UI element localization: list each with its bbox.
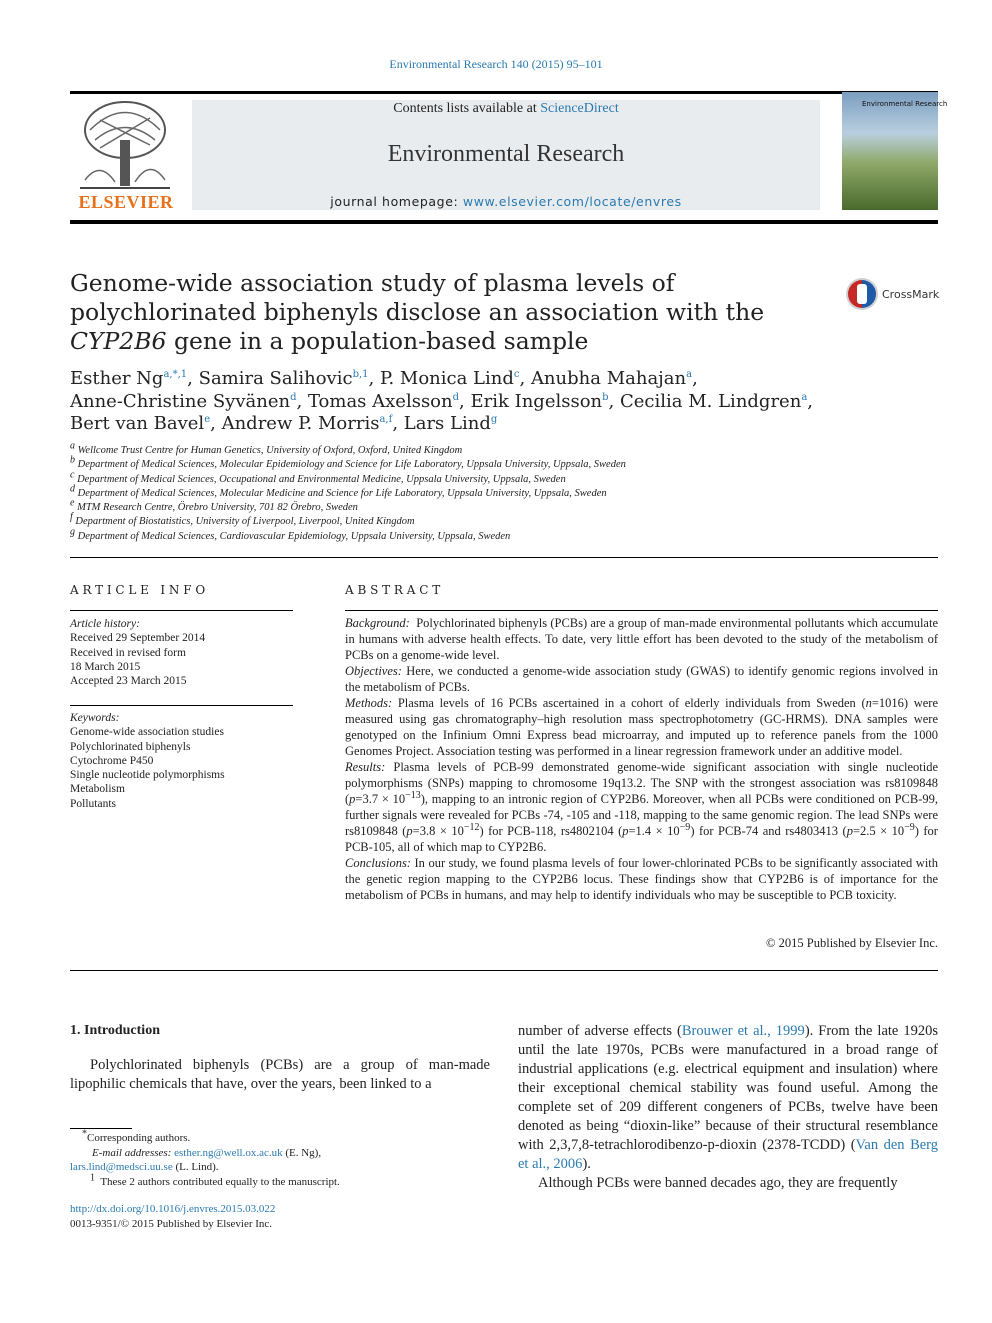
corresponding-note: *Corresponding authors. [82,1128,191,1144]
author[interactable]: Lars Lind$^g$ [403,413,498,434]
affiliation: $^c$ Department of Medical Sciences, Occupational and Environmental Medicine, Uppsala University, Uppsala, Sweden [70,469,566,485]
affiliation: $^e$ MTM Research Centre, Örebro University, 701 82 Örebro, Sweden [70,497,358,514]
issn-line: 0013-9351/© 2015 Published by Elsevier Inc. [70,1218,273,1230]
doi-block [70,1202,275,1232]
header-top-rule [70,91,938,94]
homepage-label: journal homepage: [330,194,463,209]
journal-citation [0,57,992,72]
keyword: Metabolism [70,783,125,796]
crossmark-label: CrossMark [882,288,940,301]
author[interactable]: Esther $Ng^{a,*,1}$, [70,368,199,389]
author[interactable]: Samira Salihovic$^{b,1}$, [198,368,380,389]
affiliation: $^g$ Department of Medical Sciences, Cardiovascular Epidemiology, Uppsala University, Uppsala, Sweden [70,526,511,542]
title-part-1: Genome-wide association study of plasma levels of polychlorinated biphenyls disclose an association with the [70,269,765,326]
sciencedirect-link[interactable]: ScienceDirect [540,101,619,116]
footnotes [70,1128,490,1189]
abstract-background: Background: Polychlorinated biphenyls (PCBs) are a group of man-made environmental pollutants which accumulate in humans with adverse health effects. To date, very little effort has been devoted to the study of the metabolism of PCBs on a genome-wide level. [345,616,938,662]
author[interactable]: Tomas Axelsson$^d$, [307,390,471,412]
journal-title: Environmental Research [387,141,625,167]
keyword: Cytochrome P450 [70,754,154,767]
abstract-rule [345,610,938,611]
contents-prefix: Contents lists available at [393,101,541,116]
abstract-copyright: © 2015 Published by Elsevier Inc. [766,936,938,950]
history-item: 18 March 2015 [70,660,141,673]
author-list [70,368,860,436]
email-note: E-mail addresses: esther.ng@well.ox.ac.uk (E. Ng), [92,1146,322,1159]
elsevier-wordmark: ELSEVIER [78,192,174,212]
body-column-2 [518,1022,938,1193]
author[interactable]: Cecilia M. Lindgren$^a$, [620,390,814,412]
author[interactable]: Andrew P. Morris$^{a,f}$, [221,413,404,434]
keywords [70,711,300,811]
divider-affiliations [70,557,938,558]
affiliation: $^b$ Department of Medical Sciences, Molecular Epidemiology and Science for Life Laboratory, Uppsala University, Uppsala, Sweden [70,454,626,471]
title-gene: CYP2B6 [70,327,167,355]
author[interactable]: Anubha Mahajan$^a$, [530,368,698,389]
email-link[interactable]: lars.lind@medsci.uu.se [70,1161,173,1173]
cover-title: Environmental Research [862,100,948,108]
author[interactable]: Erik Ingelsson$^b$, [470,390,620,412]
abstract-results: Results: Plasma levels of PCB-99 demonstrated genome-wide significant association with single nucleotide polymorphisms (SNPs) mapping to chromosome 19q13.2. The SNP with the strongest association was rs8109848 $(p=3.7 \times 10^{-13})$, mapping to an intronic region of CYP2B6. Moreover, when all PCBs were conditioned on PCB-99, further signals were revealed for PCBs -74, -105 and -118, mapping to the same genomic region. The lead SNPs were rs8109848 $(p=3.8 \times 10^{-12})$ for PCB-118, rs4802104 $(p=1.4 \times 10^{-9})$ for PCB-74 and rs4803413 $(p=2.5 \times 10^{-9})$ for PCB-105, all of which map to CYP2B6. [345,760,939,854]
keywords-label: Keywords: [70,712,120,724]
author[interactable]: Bert van Bavel$^e$, [70,413,222,434]
author[interactable]: P. Monica Lind$^c$, [379,368,531,389]
crossmark-badge[interactable] [845,277,940,316]
abstract-body [345,615,938,903]
intro-paragraph: Polychlorinated biphenyls (PCBs) are a group of man-made lipophilic chemicals that have, over the years, been linked to a [70,1057,490,1092]
keywords-rule [70,705,293,706]
contents-line [192,101,820,117]
keyword: Pollutants [70,797,117,810]
equal-contribution-note: $^1$ These 2 authors contributed equally to the manuscript. [90,1171,340,1188]
footnote-rule [70,1128,132,1129]
abstract-methods: Methods: Plasma levels of 16 PCBs ascertained in a cohort of elderly individuals from Sweden (n=1016) were measured using gas chromatography–high resolution mass spectrophotometry (GC-HRMS). DNA samples were genotyped on the Infinium Omni Express bead microarray, and imputed up to reference panels from the 1000 Genomes Project. Association testing was performed in a linear regression framework under an additive model. [345,696,938,758]
affiliation: $^f$ Department of Biostatistics, University of Liverpool, Liverpool, United Kingdom [70,511,415,528]
title-part-2: gene in a population-based sample [166,327,589,355]
divider-abstract [70,970,938,971]
affiliation: $^a$ Wellcome Trust Centre for Human Genetics, University of Oxford, Oxford, United Kingdom [70,440,463,456]
col2-paragraph: number of adverse effects (Brouwer et al., 1999). From the late 1920s until the late 1970s, PCBs were manufactured in a broad range of industrial applications (e.g. electrical equipment and insulation) where their exceptional chemical stability was found useful. Among the complete set of 209 different congeners of PCBs, twelve have been denoted as being “dioxin-like” because of their structural resemblance with 2,3,7,8-tetrachlorodibenzo-p-dioxin (2378-TCDD) (Van den Berg et al., 2006). [518,1023,938,1172]
header-bottom-rule [70,220,938,224]
introduction-heading: 1. Introduction [70,1023,160,1038]
author[interactable]: Anne-Christine Syvänen$^d$, [70,390,308,412]
history-item: Received 29 September 2014 [70,632,206,645]
doi-link[interactable]: http://dx.doi.org/10.1016/j.envres.2015.03.022 [70,1203,276,1215]
col2-paragraph-2: Although PCBs were banned decades ago, they are frequently [538,1175,898,1191]
history-label: Article history: [70,618,140,630]
article-title [70,269,820,356]
abstract-conclusions: Conclusions: In our study, we found plasma levels of four lower-chlorinated PCBs to be significantly associated with the genetic region mapping to the CYP2B6 locus. These findings show that CYP2B6 is of importance for the metabolism of PCBs in humans, and may help to identify individuals who may be susceptible to PCB toxicity. [345,856,939,902]
reference-link[interactable]: Brouwer et al., 1999 [681,1023,805,1039]
article-info-rule [70,610,293,611]
journal-homepage [192,194,820,209]
keyword: Genome-wide association studies [70,726,224,739]
citation-link[interactable]: Environmental Research 140 (2015) 95–101 [389,57,603,71]
keyword: Polychlorinated biphenyls [70,740,191,753]
abstract-objectives: Objectives: Here, we conducted a genome-wide association study (GWAS) to identify genomic regions involved in the metabolism of PCBs. [345,664,939,694]
history-item: Accepted 23 March 2015 [70,675,187,688]
email-note-2: lars.lind@medsci.uu.se (L. Lind). [70,1161,219,1173]
history-item: Received in revised form [70,646,186,659]
keyword: Single nucleotide polymorphisms [70,769,225,782]
affiliation: $^d$ Department of Medical Sciences, Molecular Medicine and Science for Life Laboratory, Uppsala University, Uppsala, Sweden [70,483,607,499]
email-link[interactable]: esther.ng@well.ox.ac.uk [174,1146,283,1159]
journal-cover-image [842,92,938,210]
reference-link[interactable]: Van den Berg et al., 2006 [518,1137,938,1172]
affiliation-list [70,440,950,544]
article-history [70,617,300,688]
homepage-link[interactable]: www.elsevier.com/locate/envres [462,194,682,209]
article-info-heading: ARTICLE INFO [70,583,209,597]
abstract-heading: ABSTRACT [345,583,444,597]
